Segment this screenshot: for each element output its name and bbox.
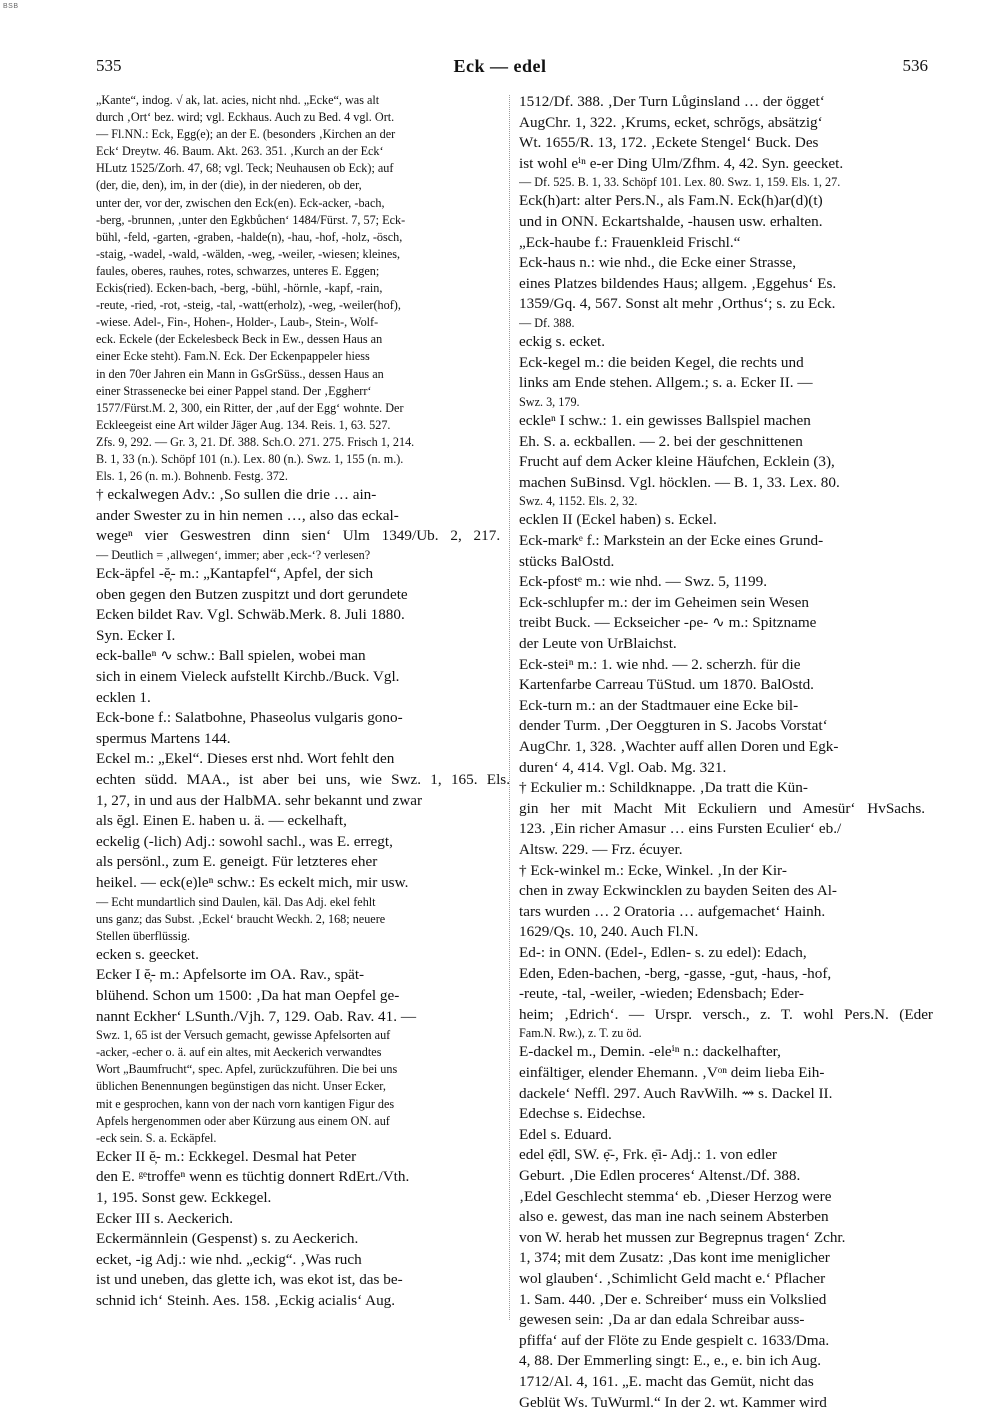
text-line: „Eck-haube f.: Frauenkleid Frischl.“ [519,233,933,254]
text-line: Eck-haus n.: wie nhd., die Ecke einer Strasse, [519,253,933,274]
text-line: tars wurden … 2 Oratoria … aufgemachet‘ Hainh. [519,902,933,923]
text-line: 1512/Df. 388. ‚Der Turn Lůginsland … der ögget‘ [519,92,933,113]
text-line: ecklen II (Eckel haben) s. Eckel. [519,510,933,531]
page-title [0,56,1000,77]
text-line: Edechse s. Eidechse. [519,1104,933,1125]
text-line: unter der, vor der, zwischen den Eck(en). Eck-acker, -bach, [96,195,510,212]
text-line: Eckleegeist eine Art wilder Jäger Aug. 134. Reis. 1, 63. 527. [96,417,510,434]
text-line: Ecker III s. Aeckerich. [96,1209,510,1230]
text-line: Eck-äpfel -ĕ̦- m.: „Kantapfel“, Apfel, der sich [96,564,510,585]
text-line: Syn. Ecker I. [96,626,510,647]
text-line: Geblüt Ws. TuWurml.“ In der 2. wt. Kammer wird [519,1393,933,1413]
text-line: blühend. Schon um 1500: ‚Da hat man Oepfel ge- [96,986,510,1007]
text-line: Els. 1, 26 (n. m.). Bohnenb. Festg. 372. [96,468,510,485]
text-line: Eden, Eden-bachen, -berg, -gasse, -gut, -haus, -hof, [519,964,933,985]
text-line: Apfels hergenommen oder aber Kürzung aus einem ON. auf [96,1113,510,1130]
text-line: durch ‚Ort‘ bez. wird; vgl. Eckhaus. Auch zu Bed. 4 vgl. Ort. [96,109,510,126]
text-line: † eckalwegen Adv.: ‚So sullen die drie … ain- [96,485,510,506]
running-head: Eck — edel [454,56,547,77]
text-line: 1, 374; mit dem Zusatz: ‚Das kont ime meniglicher [519,1248,933,1269]
left-column [96,92,510,1312]
text-line: Altsw. 229. — Frz. écuyer. [519,840,933,861]
text-line: in den 70er Jahren ein Mann in GsGrSüss., dessen Haus an [96,366,510,383]
text-line: Eck-kegel m.: die beiden Kegel, die rechts und [519,353,933,374]
text-line: Wt. 1655/R. 13, 172. ‚Eckete Stengel‘ Buck. Des [519,133,933,154]
text-line: einer Ecke steht). Fam.N. Eck. Der Eckenpappeler hiess [96,348,510,365]
text-line: 1629/Qs. 10, 240. Auch Fl.N. [519,922,933,943]
text-line: ‚Edel Geschlecht stemma‘ eb. ‚Dieser Herzog were [519,1187,933,1208]
text-line: Eck‘ Dreytw. 46. Baum. Akt. 263. 351. ‚Kurch an der Eck‘ [96,143,510,160]
text-line: Frucht auf dem Acker kleine Häufchen, Ecklein (3), [519,452,933,473]
text-line: ecklen 1. [96,688,510,709]
text-line: gin her mit Macht Mit Eckuliern und Amesür‘ HvSachs. [519,799,933,820]
text-line: nannt Eckher‘ LSunth./Vjh. 7, 129. Oab. Rav. 41. — [96,1007,510,1028]
text-line: ander Swester zu in hin nemen …, also das eckal- [96,506,510,527]
text-line: Ecker I ĕ̦- m.: Apfelsorte im OA. Rav., spät- [96,965,510,986]
text-line: von W. herab het mussen zur Begrepnus tragen‘ Zchr. [519,1228,933,1249]
text-line: oben gegen den Butzen zuspitzt und dort gerundete [96,585,510,606]
text-line: Wort „Baumfrucht“, spec. Apfel, zurückzuführen. Die bei uns [96,1061,510,1078]
text-line: edel ẹ̄dl, SW. ẹ̄-, Frk. ẹ̄i- Adj.: 1. von edler [519,1145,933,1166]
text-line: also e. gewest, das man ine nach seinem Absterben [519,1207,933,1228]
text-line: als ĕ̦gl. Einen E. haben u. ä. — eckelhaft, [96,811,510,832]
text-line: bühl, -feld, -garten, -graben, -halde(n), -hau, -hof, -holz, -ösch, [96,229,510,246]
text-line: üblichen Benennungen begünstigen das nicht. Unser Ecker, [96,1078,510,1095]
text-line: — Df. 525. B. 1, 33. Schöpf 101. Lex. 80. Swz. 1, 159. Els. 1, 27. [519,174,933,191]
text-line: Eckermännlein (Gespenst) s. zu Aeckerich. [96,1229,510,1250]
left-page-number: 535 [96,56,122,76]
text-line: chen in zway Eckwincklen zu bayden Seiten des Al- [519,881,933,902]
text-line: duren‘ 4, 414. Vgl. Oab. Mg. 321. [519,758,933,779]
text-line: Swz. 1, 65 ist der Versuch gemacht, gewisse Apfelsorten auf [96,1027,510,1044]
text-line: -acker, -echer o. ä. auf ein altes, mit Aeckerich verwandtes [96,1044,510,1061]
text-line: machen SuBinsd. Vgl. höcklen. — B. 1, 33. Lex. 80. [519,473,933,494]
text-line: Zfs. 9, 292. — Gr. 3, 21. Df. 388. Sch.O. 271. 275. Frisch 1, 214. [96,434,510,451]
text-line: als persönl., zum E. geneigt. Für letzteres eher [96,852,510,873]
text-line: Eckel m.: „Ekel“. Dieses erst nhd. Wort fehlt den [96,749,510,770]
text-line: Ed-: in ONN. (Edel-, Edlen- s. zu edel): Edach, [519,943,933,964]
text-line: 4, 88. Der Emmerling singt: E., e., e. bin ich Aug. [519,1351,933,1372]
text-line: links am Ende stehen. Allgem.; s. a. Ecker II. — [519,373,933,394]
text-line: ist und uneben, das glette ich, was ekot ist, das be- [96,1270,510,1291]
text-line: eines Platzes bildendes Haus; allgem. ‚Eggehus‘ Es. [519,274,933,295]
text-line: der Leute von UrBlaichst. [519,634,933,655]
text-line: — Deutlich = ‚allwegen‘, immer; aber ‚eck-‘? verlesen? [96,547,510,564]
text-line: eck-balleⁿ ∿ schw.: Ball spielen, wobei man [96,646,510,667]
library-stamp: BSB [3,3,19,10]
text-line: heikel. — eck(e)leⁿ schw.: Es eckelt mich, mir usw. [96,873,510,894]
text-line: — Fl.NN.: Eck, Egg(e); an der E. (besonders ‚Kirchen an der [96,126,510,143]
text-line: Eck-bone f.: Salatbohne, Phaseolus vulgaris gono- [96,708,510,729]
text-line: HLutz 1525/Zorh. 47, 68; vgl. Teck; Neuhausen ob Eck); auf [96,160,510,177]
text-line: Eck-schlupfer m.: der im Geheimen sein Wesen [519,593,933,614]
text-line: schnid ich‘ Steinh. Aes. 158. ‚Eckig acialis‘ Aug. [96,1291,510,1312]
text-line: echten südd. MAA., ist aber bei uns, wie Swz. 1, 165. Els. [96,770,510,791]
text-line: wol glauben‘. ‚Schimlicht Geld macht e.‘ Pflacher [519,1269,933,1290]
text-line: Swz. 3, 179. [519,394,933,411]
text-line: Eck(h)art: alter Pers.N., als Fam.N. Eck(h)ar(d)(t) [519,191,933,212]
text-line: — Echt mundartlich sind Daulen, käl. Das Adj. ekel fehlt [96,894,510,911]
text-line: sich in einem Vieleck aufstellt Kirchb./Buck. Vgl. [96,667,510,688]
text-line: dender Turm. ‚Der Oeggturen in S. Jacobs Vorstat‘ [519,716,933,737]
text-line: -reute, -tal, -weiler, -wieden; Edensbach; Eder- [519,984,933,1005]
text-line: heim; ‚Edrich‘. — Urspr. versch., z. T. wohl Pers.N. (Eder [519,1005,933,1026]
text-line: -wiese. Adel-, Fin-, Hohen-, Holder-, Laub-, Stein-, Wolf- [96,314,510,331]
right-column [519,92,933,1413]
text-line: 1712/Al. 4, 161. „E. macht das Gemüt, nicht das [519,1372,933,1393]
text-line: E-dackel m., Demin. -eleⁱⁿ n.: dackelhafter, [519,1042,933,1063]
text-line: treibt Buck. — Eckseicher -ρe- ∿ m.: Spitzname [519,613,933,634]
text-line: mit e gesprochen, kann von der nach vorn kantigen Figur des [96,1096,510,1113]
text-line: „Kante“, indog. √ ak, lat. acies, nicht nhd. „Ecke“, was alt [96,92,510,109]
text-line: eckelig (-lich) Adj.: sowohl sachl., was E. erregt, [96,832,510,853]
text-line: Kartenfarbe Carreau TüStud. um 1870. BalOstd. [519,675,933,696]
text-line: † Eckulier m.: Schildknappe. ‚Da tratt die Kün- [519,778,933,799]
text-line: (der, die, den), im, in der (die), in der niederen, ob der, [96,177,510,194]
text-line: AugChr. 1, 328. ‚Wachter auff allen Doren und Egk- [519,737,933,758]
text-line: 1, 27, in und aus der HalbMA. sehr bekannt und zwar [96,791,510,812]
text-line: wegeⁿ vier Geswestren dinn sien‘ Ulm 1349/Ub. 2, 217. [96,526,510,547]
text-line: † Eck-winkel m.: Ecke, Winkel. ‚In der Kir- [519,861,933,882]
text-line: uns ganz; das Subst. ‚Eckel‘ braucht Weckh. 2, 168; neuere [96,911,510,928]
text-line: den E. ᵍᵉtroffeⁿ wenn es tüchtig donnert RdErt./Vth. [96,1167,510,1188]
text-line: Eck-steiⁿ m.: 1. wie nhd. — 2. scherzh. für die [519,655,933,676]
text-line: gewesen sein: ‚Da ar dan edala Schreibar auss- [519,1310,933,1331]
text-line: Eckis(ried). Ecken-bach, -berg, -bühl, -hörnle, -kapf, -rain, [96,280,510,297]
text-line: Fam.N. Rw.), z. T. zu öd. [519,1025,933,1042]
text-line: Geburt. ‚Die Edlen proceres‘ Altenst./Df. 388. [519,1166,933,1187]
text-line: Stellen überflüssig. [96,928,510,945]
text-line: Swz. 4, 1152. Els. 2, 32. [519,493,933,510]
text-line: eckig s. ecket. [519,332,933,353]
text-line: Ecken bildet Rav. Vgl. Schwäb.Merk. 8. Juli 1880. [96,605,510,626]
text-line: 123. ‚Ein richer Amasur … eins Fursten Eculier‘ eb./ [519,819,933,840]
text-line: eck. Eckele (der Eckelesbeck Beck in Ew., dessen Haus an [96,331,510,348]
column-divider [509,95,510,1320]
text-line: Eck-pfostᵉ m.: wie nhd. — Swz. 5, 1199. [519,572,933,593]
text-line: B. 1, 33 (n.). Schöpf 101 (n.). Lex. 80 (n.). Swz. 1, 155 (n. m.). [96,451,510,468]
text-line: AugChr. 1, 322. ‚Krums, ecket, schrŏgs, absätzig‘ [519,113,933,134]
text-line: eckleⁿ I schw.: 1. ein gewisses Ballspiel machen [519,411,933,432]
text-line: Edel s. Eduard. [519,1125,933,1146]
text-line: faules, oberes, rauhes, rotes, schwarzes, unteres E. Eggen; [96,263,510,280]
text-line: Eck-markᵉ f.: Markstein an der Ecke eines Grund- [519,531,933,552]
text-line: einer Strassenecke bei einer Pappel stand. Der ‚Eggherr‘ [96,383,510,400]
text-line: ecket, -ig Adj.: wie nhd. „eckig“. ‚Was ruch [96,1250,510,1271]
text-line: pfiffa‘ auf der Flöte zu Ende gespielt c. 1633/Dma. [519,1331,933,1352]
text-line: Ecker II ĕ̦- m.: Eckkegel. Desmal hat Peter [96,1147,510,1168]
text-line: 1359/Gq. 4, 567. Sonst alt mehr ‚Orthus‘; s. zu Eck. [519,294,933,315]
text-line: -reute, -ried, -rot, -steig, -tal, -watt(erholz), -weg, -weiler(hof), [96,297,510,314]
right-page-number: 536 [903,56,929,76]
text-line: ecken s. geecket. [96,945,510,966]
text-line: und in ONN. Eckartshalde, -hausen usw. erhalten. [519,212,933,233]
text-line: 1, 195. Sonst gew. Eckkegel. [96,1188,510,1209]
text-line: ist wohl eⁱⁿ e-er Ding Ulm/Zfhm. 4, 42. Syn. geecket. [519,154,933,175]
text-line: -berg, -brunnen, ‚unter den Egkbůchen‘ 1484/Fürst. 7, 57; Eck- [96,212,510,229]
text-line: -eck sein. S. a. Eckäpfel. [96,1130,510,1147]
text-line: dackele‘ Neffl. 297. Auch RavWilh. ⇝ s. Dackel II. [519,1084,933,1105]
text-line: einfältiger, elender Ehemann. ‚Vᵒⁿ deim lieba Eih- [519,1063,933,1084]
text-line: 1. Sam. 440. ‚Der e. Schreiber‘ muss ein Volkslied [519,1290,933,1311]
text-line: Eck-turn m.: an der Stadtmauer eine Ecke bil- [519,696,933,717]
text-line: 1577/Fürst.M. 2, 300, ein Ritter, der ‚auf der Egg‘ wohnte. Der [96,400,510,417]
text-line: -staig, -wadel, -wald, -wälden, -weg, -weiler, -wiesen; kleines, [96,246,510,263]
text-line: — Df. 388. [519,315,933,332]
text-line: stücks BalOstd. [519,552,933,573]
text-line: Eh. S. a. eckballen. — 2. bei der geschnittenen [519,432,933,453]
text-line: spermus Martens 144. [96,729,510,750]
